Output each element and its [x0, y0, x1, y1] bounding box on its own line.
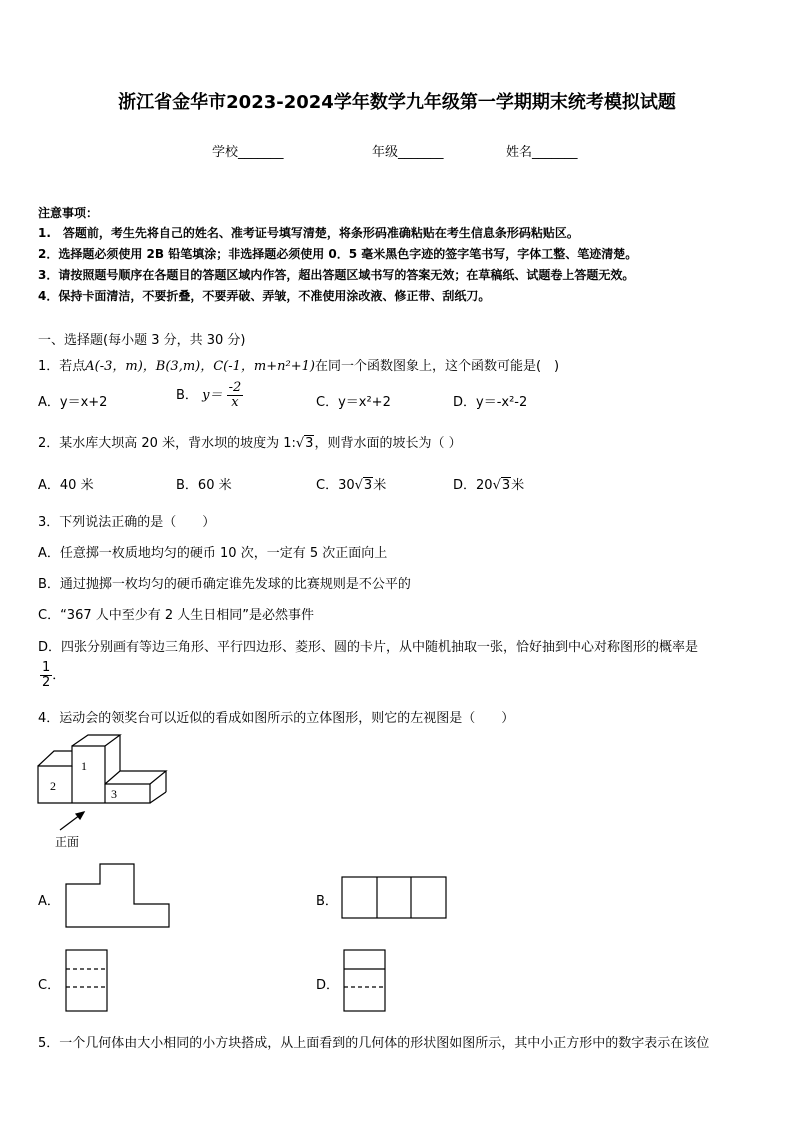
name-field: 姓名_______	[506, 145, 578, 160]
q1-b-lhs: y＝	[202, 388, 223, 403]
q4-option-d: D．	[316, 978, 340, 993]
q1-option-c: C．y＝x²+2	[316, 395, 391, 410]
q1-stem-prefix: 1．若点	[38, 359, 86, 374]
q4-option-b: B．	[316, 894, 338, 909]
q2-option-d: D．20√3米	[453, 478, 525, 493]
q1-points: A(-3，m)，B(3,m)，C(-1，m+n²+1)	[85, 359, 315, 374]
q2-option-c: C．30√3米	[316, 478, 387, 493]
q3-option-b: B．通过抛掷一枚均匀的硬币确定谁先发球的比赛规则是不公平的	[38, 577, 411, 592]
q2-d-coef: D．20	[453, 478, 493, 493]
q3-d-numerator: 1	[42, 660, 51, 675]
q3-option-c: C．“367 人中至少有 2 人生日相同”是必然事件	[38, 608, 315, 623]
q2-stem-suffix: ，则背水面的坡长为（ ）	[314, 436, 462, 451]
fig-label-1: 1	[81, 759, 87, 773]
question-3-stem: 3．下列说法正确的是（ ）	[38, 515, 216, 530]
q3-d-denominator: 2	[42, 675, 51, 690]
grade-field: 年级_______	[372, 145, 444, 160]
fig-label-front: 正面	[55, 835, 80, 849]
q2-option-b: B．60 米	[176, 478, 232, 493]
q3-d-end: ．	[52, 668, 66, 683]
q1-stem-suffix: 在同一个函数图象上，这个函数可能是( )	[314, 359, 560, 374]
fig-label-2: 2	[50, 779, 56, 793]
question-4-stem: 4．运动会的领奖台可以近似的看成如图所示的立体图形，则它的左视图是（ ）	[38, 711, 515, 726]
q4-view-b	[342, 877, 446, 918]
q3-option-a: A．任意掷一枚质地均匀的硬币 10 次，一定有 5 次正面向上	[38, 546, 388, 561]
notice-item-3: 3．请按照题号顺序在各题目的答题区域内作答，超出答题区域书写的答案无效；在草稿纸、试题卷上答题无效。	[38, 268, 635, 282]
q1-b-label: B．	[176, 388, 198, 403]
notice-item-1: 1. 答题前，考生先将自己的姓名、准考证号填写清楚，将条形码准确粘贴在考生信息条形码粘贴区。	[38, 226, 579, 240]
notice-heading: 注意事项：	[38, 206, 99, 220]
q2-d-unit: 米	[511, 478, 525, 493]
q4-view-c	[66, 950, 107, 1011]
q4-option-a: A．	[38, 894, 60, 909]
q1-option-a: A．y＝x+2	[38, 395, 108, 410]
page-title: 浙江省金华市2023-2024学年数学九年级第一学期期末统考模拟试题	[118, 92, 676, 113]
fig-label-3: 3	[111, 787, 117, 801]
q2-option-a: A．40 米	[38, 478, 94, 493]
q4-view-d	[344, 950, 385, 1011]
question-2-stem: 2．某水库大坝高 20 米，背水坝的坡度为 1:√3，则背水面的坡长为（ ）	[38, 436, 462, 451]
q2-c-unit: 米	[373, 478, 387, 493]
q2-d-radicand: 3	[501, 478, 511, 493]
notice-item-2: 2．选择题必须使用 2B 铅笔填涂；非选择题必须使用 0．5 毫米黑色字迹的签字笔书写，字体工整、笔迹清楚。	[38, 247, 638, 261]
q1-b-numerator: -2	[228, 380, 242, 395]
q1-option-d: D．y＝-x²-2	[453, 395, 528, 410]
q2-radicand: 3	[305, 436, 314, 451]
q2-c-radicand: 3	[363, 478, 373, 493]
notice-item-4: 4．保持卡面清洁，不要折叠，不要弄破、弄皱，不准使用涂改液、修正带、刮纸刀。	[38, 289, 491, 303]
question-5-stem: 5．一个几何体由大小相同的小方块搭成，从上面看到的几何体的形状图如图所示，其中小正方形中的数字表示在该位	[38, 1036, 710, 1051]
q2-stem-prefix: 2．某水库大坝高 20 米，背水坝的坡度为 1:	[38, 436, 296, 451]
section-heading: 一、选择题(每小题 3 分，共 30 分)	[38, 333, 246, 348]
q4-option-c: C．	[38, 978, 61, 993]
q3-option-d: D．四张分别画有等边三角形、平行四边形、菱形、圆的卡片，从中随机抽取一张，恰好抽到中心对称图形的概率是	[38, 640, 699, 655]
q4-view-a	[66, 864, 169, 927]
q1-b-denominator: x	[231, 395, 239, 410]
q2-c-coef: C．30	[316, 478, 355, 493]
school-field: 学校_______	[212, 145, 284, 160]
